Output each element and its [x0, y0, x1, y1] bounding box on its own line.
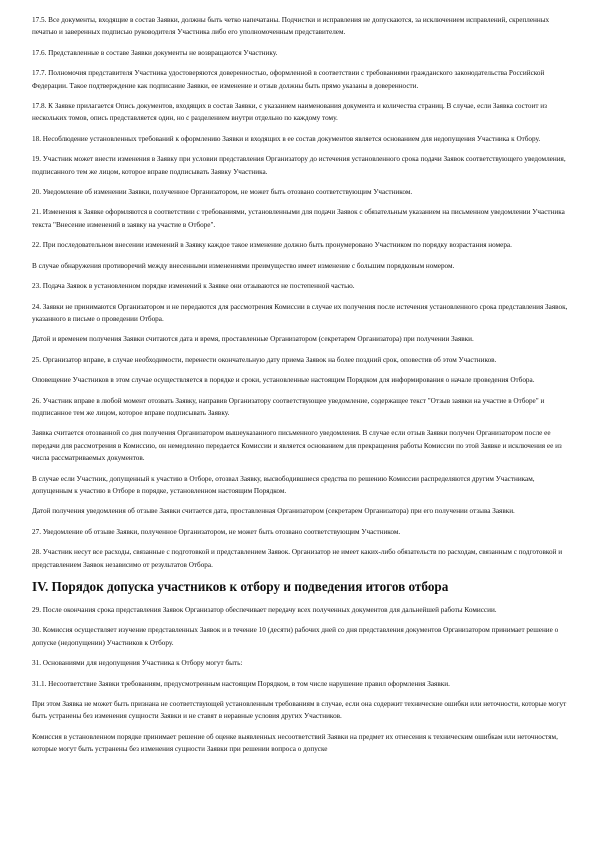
paragraph: 27. Уведомление об отзыве Заявки, полученное Организатором, не может быть отозвано соответствующим Участником.	[32, 527, 401, 536]
paragraph: 31.1. Несоответствие Заявки требованиям, предусмотренным настоящим Порядком, в том числе нарушение правил оформления Заявки.	[32, 679, 450, 688]
paragraph: 20. Уведомление об изменении Заявки, полученное Организатором, не может быть отозвано соответствующим Участником.	[32, 188, 413, 197]
paragraph: Комиссия в установленном порядке принимает решение об оценке выявленных несоответствий Заявки на предмет их отнесения к техническим ошибкам или неточностям, которые могут быть устранены без изменения сущности Заявки при решении вопроса о допуске	[32, 732, 558, 754]
paragraph: 21. Изменения к Заявке оформляются в соответствии с требованиями, установленными для подачи Заявок с обязательным указанием на письменном уведомлении Участника текста "Внесение изменений в заявку на участие в Отборе".	[32, 208, 565, 229]
paragraph: 17.8. К Заявке прилагается Опись документов, входящих в состав Заявки, с указанием наименования документа и количества страниц. В случае, если Заявка состоит из нескольких томов, опись представляется один, но с разделением внутри отдельно по каждому тому.	[32, 102, 547, 123]
paragraph: 23. Подача Заявок в установленном порядке изменений к Заявке они отзываются не постепенной частью.	[32, 282, 355, 291]
paragraphs-top	[32, 14, 570, 571]
paragraph: Датой получения уведомления об отзыве Заявки считается дата, проставленная Организатором (секретарем Организатора) при его получении отзыва Заявки.	[32, 507, 515, 516]
paragraph: 17.6. Представленные в составе Заявки документы не возвращаются Участнику.	[32, 48, 278, 57]
paragraphs-bottom	[32, 604, 570, 756]
paragraph: 29. После окончания срока представления Заявок Организатор обеспечивает передачу всех полученных документов для дальнейшей работы Комиссии.	[32, 606, 497, 614]
paragraph: Оповещение Участников в этом случае осуществляется в порядке и сроки, установленные настоящим Порядком для информирования о начале проведения Отбора.	[32, 376, 535, 385]
paragraph: 22. При последовательном внесении изменений в Заявку каждое такое изменение должно быть пронумеровано Участником по порядку возрастания номера.	[32, 241, 512, 250]
paragraph: Заявка считается отозванной со дня получения Организатором вышеуказанного письменного уведомления. В случае если отзыв Заявки получен Организатором после ее передачи для рассмотрения в Комиссию, он немедленно передается Комиссии и является основанием для прекращения работы Комиссии по этой Заявке и исключения ее из числа рассматриваемых документов.	[32, 429, 562, 463]
paragraph: 31. Основаниями для недопущения Участника к Отбору могут быть:	[32, 659, 243, 668]
paragraph: 25. Организатор вправе, в случае необходимости, перенести окончательную дату приема Заявок на более поздний срок, оповестив об этом Участников.	[32, 355, 497, 364]
paragraph: 30. Комиссия осуществляет изучение представленных Заявок и в течение 10 (десяти) рабочих дней со дня представления документов Организатором принимает решение о допуске (недопущении) Участников к Отбору.	[32, 626, 559, 647]
paragraph: 28. Участник несут все расходы, связанные с подготовкой и представлением Заявок. Организатор не имеет каких-либо обязательств по расходам, связанным с подготовкой и представлением Заявок независимо от результатов Отбора.	[32, 548, 563, 569]
paragraph: 26. Участник вправе в любой момент отозвать Заявку, направив Организатору соответствующее уведомление, содержащее текст "Отзыв заявки на участие в Отборе" и подписанное тем же лицом, которое вправе подписывать Заявку.	[32, 396, 545, 417]
paragraph: 18. Несоблюдение установленных требований к оформлению Заявки и входящих в ее состав документов является основанием для недопущения Участника к Отбору.	[32, 134, 541, 143]
paragraph: 19. Участник может внести изменения в Заявку при условии представления Организатору до истечения установленного срока подачи Заявок соответствующего уведомления, подписанного тем же лицом, которое вправе подписывать Заявку Участника.	[32, 155, 566, 176]
paragraph: 17.5. Все документы, входящие в состав Заявки, должны быть четко напечатаны. Подчистки и исправления не допускаются, за исключением исправлений, скрепленных печатью и заверенных подписью руководителя Участника либо его уполномоченным представителем.	[32, 16, 550, 37]
paragraph: 24. Заявки не принимаются Организатором и не передаются для рассмотрения Комиссии в случае их получения после истечения установленного срока представления Заявок, указанного в письме о проведении Отбора.	[32, 302, 568, 323]
paragraph: В случае если Участник, допущенный к участию в Отборе, отозвал Заявку, высвободившиеся средства по решению Комиссии распределяются другим Участникам, допущенным к участию в Отборе в порядке, установленном настоящим Порядком.	[32, 474, 535, 495]
paragraph: Датой и временем получения Заявки считаются дата и время, проставленные Организатором (секретарем Организатора) при получении Заявки.	[32, 335, 474, 344]
paragraph: 17.7. Полномочия представителя Участника удостоверяются доверенностью, оформленной в соответствии с требованиями гражданского законодательства Российской Федерации. Такое подтверждение как подписание Заявки, ее изменение и отзыв должны быть прямо указаны в доверенности.	[32, 69, 545, 90]
section-heading: IV. Порядок допуска участников к отбору и подведения итогов отбора	[32, 579, 449, 594]
paragraph: В случае обнаружения противоречий между внесенными изменениями преимущество имеет изменение с большим порядковым номером.	[32, 261, 455, 270]
paragraph: При этом Заявка не может быть признана не соответствующей установленным требованиям в случае, если она содержит технические ошибки или неточности, которые могут быть устранены без изменения сущности Заявки и не ставят в неравные условия других Участников.	[32, 700, 567, 721]
document-body	[32, 14, 570, 764]
